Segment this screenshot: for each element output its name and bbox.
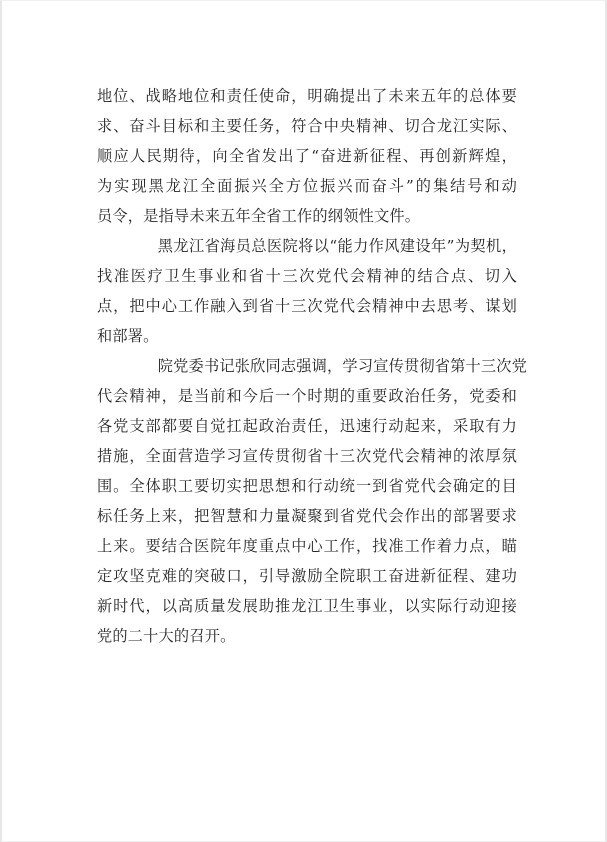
text-line: 代会精神，是当前和今后一个时期的重要政治任务，党委和 — [97, 387, 517, 405]
text-line: 地位、战略地位和责任使命，明确提出了未来五年的总体要 — [97, 87, 517, 105]
text-line: 员令，是指导未来五年全省工作的纲领性文件。 — [97, 207, 421, 225]
text-line: 新时代，以高质量发展助推龙江卫生事业，以实际行动迎接 — [97, 597, 517, 615]
text-line: 点，把中心工作融入到省十三次党代会精神中去思考、谋划 — [97, 297, 517, 315]
text-line: 围。全体职工要切实把思想和行动统一到省党代会确定的目 — [97, 477, 517, 495]
text-line: 院党委书记张欣同志强调，学习宣传贯彻省第十三次党 — [157, 357, 528, 375]
text-line: 顺应人民期待，向全省发出了“奋进新征程、再创新辉煌， — [97, 147, 517, 165]
text-line: 标任务上来，把智慧和力量凝聚到省党代会作出的部署要求 — [97, 507, 517, 525]
text-line: 上来。要结合医院年度重点中心工作，找准工作着力点，瞄 — [97, 537, 517, 555]
text-line: 求、奋斗目标和主要任务，符合中央精神、切合龙江实际、 — [97, 117, 517, 135]
paragraph-3 — [97, 351, 528, 651]
text-line: 定攻坚克难的突破口，引导激励全院职工奋进新征程、建功 — [97, 567, 517, 585]
text-line: 黑龙江省海员总医院将以“能力作风建设年”为契机， — [157, 237, 517, 255]
text-line: 和部署。 — [97, 327, 159, 345]
document-body — [97, 81, 528, 651]
paragraph-2 — [97, 231, 517, 351]
text-line: 找准医疗卫生事业和省十三次党代会精神的结合点、切入 — [97, 267, 517, 285]
text-line: 各党支部都要自觉扛起政治责任，迅速行动起来，采取有力 — [97, 417, 517, 435]
text-line: 党的二十大的召开。 — [97, 627, 236, 645]
text-line: 为实现黑龙江全面振兴全方位振兴而奋斗”的集结号和动 — [97, 177, 517, 195]
text-line: 措施，全面营造学习宣传贯彻省十三次党代会精神的浓厚氛 — [97, 447, 517, 465]
paragraph-1 — [97, 81, 517, 231]
